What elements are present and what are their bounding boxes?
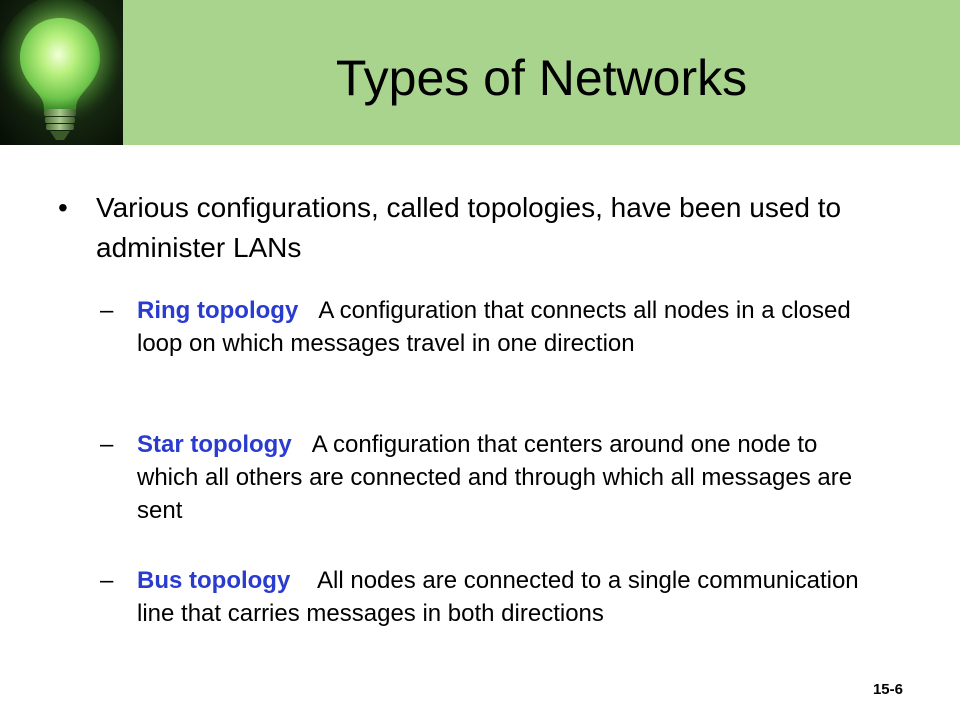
- page-number: 15-6: [872, 681, 903, 698]
- term-definition: A configuration that centers around one node to which all others are connected and through which all messages are sent: [137, 431, 853, 524]
- term-label: Ring topology: [137, 297, 299, 324]
- bullet-marker: •: [58, 192, 68, 223]
- subitem-marker: –: [100, 297, 114, 324]
- bullet-text: Various configurations, called topologies, have been used to administer LANs: [96, 192, 842, 263]
- subitem-bus-topology: [100, 564, 860, 630]
- subitem-marker: –: [100, 431, 114, 458]
- subitem-marker: –: [100, 567, 114, 594]
- subitem-body: [137, 294, 860, 360]
- term-definition: A configuration that connects all nodes in a closed loop on which messages travel in one direction: [137, 297, 851, 357]
- main-bullet: [58, 188, 878, 268]
- page-title: Types of Networks: [335, 50, 748, 106]
- subitem-ring-topology: [100, 294, 860, 360]
- term-label: Bus topology: [137, 567, 291, 594]
- term-definition: All nodes are connected to a single communication line that carries messages in both directions: [137, 567, 859, 627]
- term-label: Star topology: [137, 431, 292, 458]
- subitem-star-topology: [100, 428, 860, 527]
- subitem-body: [137, 564, 860, 630]
- subitem-body: [137, 428, 860, 527]
- light-bulb-icon: [0, 0, 123, 145]
